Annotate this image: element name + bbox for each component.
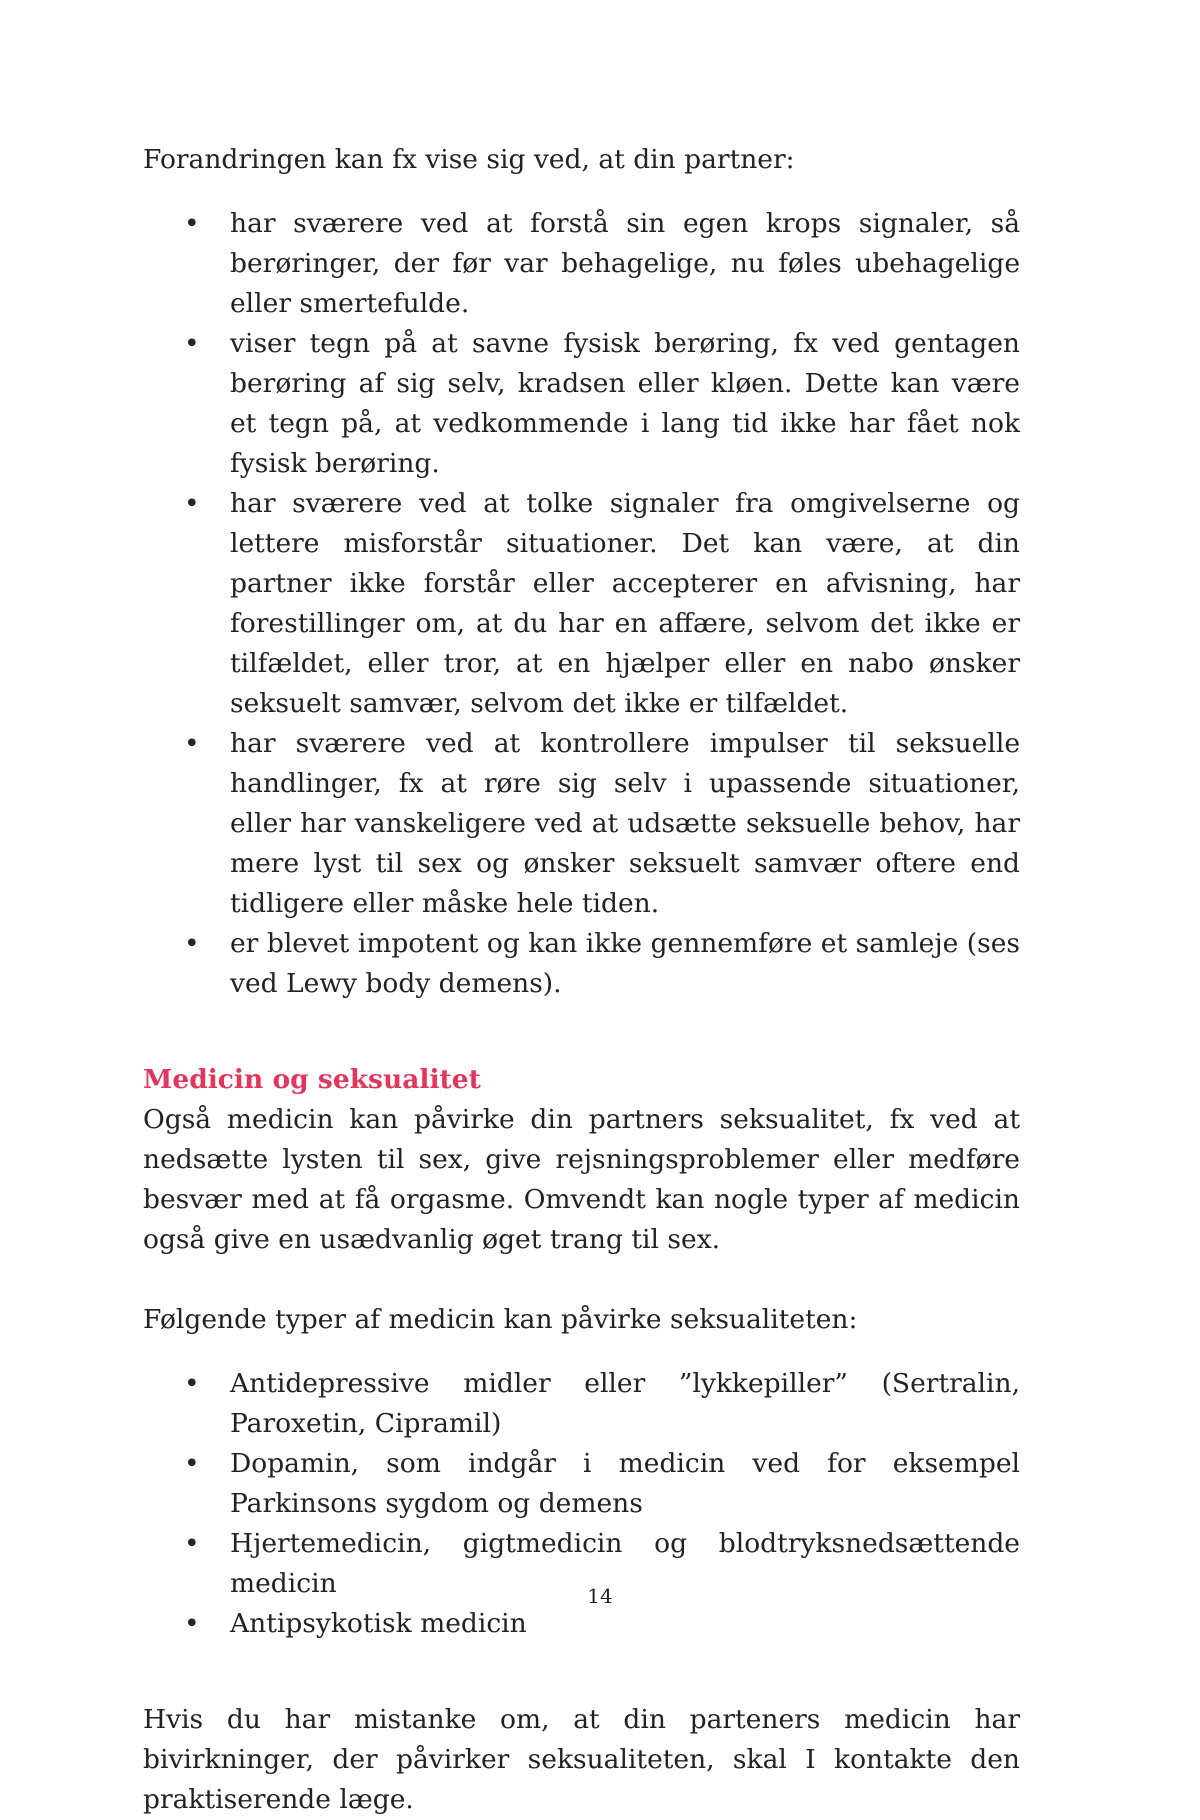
- medicine-types-intro: Følgende typer af medicin kan påvirke seksualiteten:: [143, 1304, 858, 1335]
- list-item: • har sværere ved at kontrollere impulser til seksuelle handlinger, fx at røre sig selv i upassende situationer, eller har vanskeligere ved at udsætte seksuelle behov, har mere lyst til sex og ønsker seksuelt samvær oftere end tidligere eller måske hele tiden.: [143, 724, 1020, 924]
- list-item: • er blevet impotent og kan ikke gennemføre et samleje (ses ved Lewy body demens).: [143, 924, 1020, 1004]
- list-item: • har sværere ved at tolke signaler fra omgivelserne og lettere misforstår situationer. Det kan være, at din partner ikke forstår eller accepterer en afvisning, har forestillinger om, at du har en affære, selvom det ikke er tilfældet, eller tror, at en hjælper eller en nabo ønsker seksuelt samvær, selvom det ikke er tilfældet.: [143, 484, 1020, 724]
- list-item: • Antidepressive midler eller ”lykkepiller” (Sertralin, Paroxetin, Cipramil): [143, 1364, 1020, 1444]
- page-content: [143, 140, 1020, 1820]
- list-item: • viser tegn på at savne fysisk berøring, fx ved gentagen berøring af sig selv, kradsen eller kløen. Dette kan være et tegn på, at vedkommende i lang tid ikke har fået nok fysisk berøring.: [143, 324, 1020, 484]
- medicine-intro-paragraph: Også medicin kan påvirke din partners seksualitet, fx ved at nedsætte lysten til sex, give rejsningsproblemer eller medføre besvær med at få orgasme. Omvendt kan nogle typer af medicin også give en usædvanlig øget trang til sex.: [143, 1104, 1020, 1255]
- closing-paragraph: Hvis du har mistanke om, at din parteners medicin har bivirkninger, der påvirker seksualiteten, skal I kontakte den praktiserende læge.: [143, 1704, 1020, 1815]
- list-item: • Antipsykotisk medicin: [143, 1604, 1020, 1644]
- intro-paragraph: Forandringen kan fx vise sig ved, at din partner:: [143, 144, 795, 175]
- list-item: • Dopamin, som indgår i medicin ved for eksempel Parkinsons sygdom og demens: [143, 1444, 1020, 1524]
- list-item: • har sværere ved at forstå sin egen krops signaler, så berøringer, der før var behagelige, nu føles ubehagelige eller smertefulde.: [143, 204, 1020, 324]
- list-item: • Hjertemedicin, gigtmedicin og blodtryksnedsættende medicin: [143, 1524, 1020, 1604]
- page-number: 14: [587, 1584, 613, 1608]
- section-heading: Medicin og seksualitet: [143, 1064, 481, 1095]
- changes-list: [143, 204, 1020, 1004]
